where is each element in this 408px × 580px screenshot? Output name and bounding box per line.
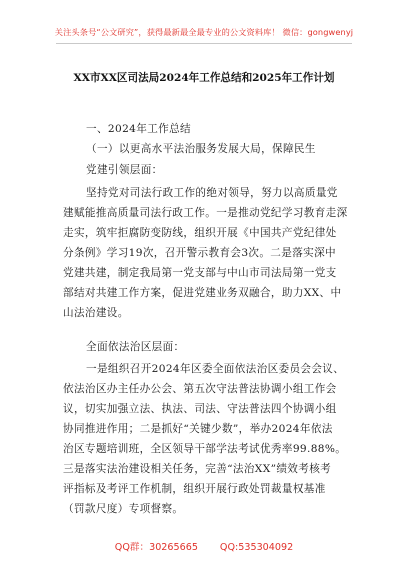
section-heading: 一、2024年工作总结 bbox=[86, 123, 191, 135]
document-title: XX市XX区司法局2024年工作总结和2025年工作计划 bbox=[73, 72, 335, 84]
paragraph-title-party-building: 党建引领层面： bbox=[86, 164, 163, 176]
body-line: 三是落实法治建设相关任务，完善“法治XX”绩效考核考 bbox=[63, 463, 332, 475]
body-line: 评指标及考评工作机制，组织开展行政处罚裁量权基准 bbox=[63, 483, 326, 495]
footer-contact bbox=[0, 539, 408, 553]
paragraph-title-rule-of-law: 全面依法治区层面： bbox=[86, 341, 185, 353]
body-line: 分条例》学习19次，召开警示教育会3次。二是落实深中 bbox=[63, 247, 336, 259]
body-line: 山法治建设。 bbox=[63, 307, 129, 319]
body-line: 协同推进作用；二是抓好“关键少数”，举办2024年依法 bbox=[63, 423, 333, 435]
qq-text: QQ:535304092 bbox=[219, 542, 294, 553]
body-line: 党建共建，制定我局第一党支部与中山市司法局第一党支 bbox=[63, 267, 337, 279]
body-line: 坚持党对司法行政工作的绝对领导，努力以高质量党 bbox=[86, 187, 338, 199]
body-line: 依法治区办主任办公会、第五次守法普法协调小组工作会 bbox=[63, 383, 337, 395]
header-divider bbox=[56, 43, 352, 44]
header-banner: 关注头条号“公文研究”，获得最新最全最专业的公文资料库！ 微信：gongwenyj bbox=[54, 27, 354, 37]
qq-group-text: QQ群：30265665 bbox=[114, 542, 198, 553]
body-line: 一是组织召开2024年区委全面依法治区委员会会议、 bbox=[86, 363, 345, 375]
body-line: 治区专题培训班，全区领导干部学法考试优秀率99.88%。 bbox=[63, 443, 347, 455]
subsection-heading: （一）以更高水平法治服务发展大局，保障民生 bbox=[86, 143, 316, 155]
body-line: 建赋能推高质量司法行政工作。一是推动党纪学习教育走深 bbox=[63, 207, 348, 219]
body-line: 走实，筑牢拒腐防变防线，组织开展《中国共产党纪律处 bbox=[63, 227, 337, 239]
body-line: 部结对共建工作方案，促进党建业务双融合，助力XX、中 bbox=[63, 287, 342, 299]
body-line: （罚款尺度）专项督察。 bbox=[63, 503, 184, 515]
body-line: 议，切实加强立法、执法、司法、守法普法四个协调小组 bbox=[63, 403, 337, 415]
